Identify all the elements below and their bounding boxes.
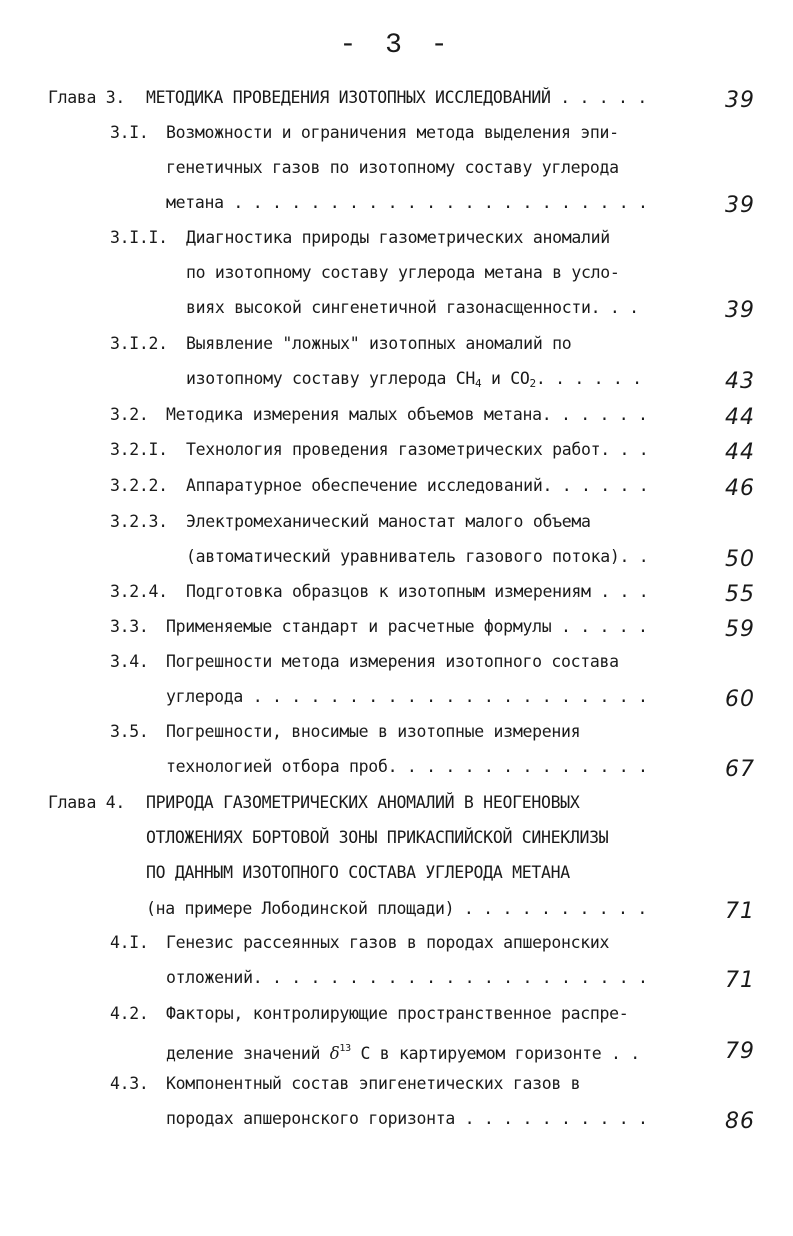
toc-entry-title-line: породах апшеронского горизонта . . . . . . . . . . [166,1109,648,1129]
toc-entry-page: 79 [725,1039,755,1065]
toc-entry-title-line: Погрешности, вносимые в изотопные измерения [166,722,581,741]
toc-entry-page: 55 [725,582,755,607]
toc-entry-number: 4.2. [110,1004,149,1023]
toc-entry-number: 3.4. [110,652,149,671]
toc-entry-page: 59 [725,617,755,642]
toc-entry-number: 3.2.2. [110,476,168,495]
toc-entry-title-line: ПО ДАННЫМ ИЗОТОПНОГО СОСТАВА УГЛЕРОДА МЕТАНА [146,863,570,883]
toc-entry-number: 3.I.2. [110,334,168,353]
toc-entry-title-line: углерода . . . . . . . . . . . . . . . . . . . . . [166,687,648,707]
toc-entry-number: 3.2.3. [110,512,168,531]
toc-entry-number: 3.2.I. [110,440,168,459]
toc-entry-number: Глава 3. [48,88,126,107]
toc-entry-title-line: ПРИРОДА ГАЗОМЕТРИЧЕСКИХ АНОМАЛИЙ В НЕОГЕНОВЫХ [146,793,580,812]
page-number: - 3 - [339,30,454,61]
toc-entry-title-line: отложений. . . . . . . . . . . . . . . . . . . . . [166,968,648,988]
toc-entry-title-line: МЕТОДИКА ПРОВЕДЕНИЯ ИЗОТОПНЫХ ИССЛЕДОВАНИЙ . . . . . [146,88,647,107]
toc-entry-page: 43 [725,369,755,395]
toc-entry-page: 44 [725,440,755,465]
toc-entry-title-line: Применяемые стандарт и расчетные формулы . . . . . [166,617,648,636]
toc-entry-page: 39 [725,298,755,324]
toc-entry-number: 3.2.4. [110,582,168,601]
toc-entry-title-line: Факторы, контролирующие пространственное распре- [166,1004,629,1023]
toc-entry-title-line: Диагностика природы газометрических аномалий [186,228,610,247]
toc-entry-title-line: Технология проведения газометрических работ. . . [186,440,649,459]
toc-entry-number: 3.I.I. [110,228,168,247]
toc-entry-page: 71 [725,968,755,994]
toc-entry-title-line: метана . . . . . . . . . . . . . . . . . . . . . . [166,193,648,213]
toc-entry-title-line: деление значений $\delta^{13}$ C в картируемом горизонте . . [166,1043,640,1064]
toc-entry-number: 4.I. [110,933,149,952]
toc-entry-title-line: технологией отбора проб. . . . . . . . . . . . . . [166,757,648,777]
toc-entry-title-line: виях высокой сингенетичной газонасщенности. . . [186,298,639,318]
toc-entry-page: 39 [725,88,755,113]
toc-entry-title-line: Подготовка образцов к изотопным измерениям . . . [186,582,649,601]
toc-entry-title-line: Компонентный состав эпигенетических газов в [166,1074,581,1093]
toc-entry-title-line: генетичных газов по изотопному составу углерода [166,158,619,178]
toc-entry-title-line: Генезис рассеянных газов в породах апшеронских [166,933,610,952]
toc-entry-title-line: Аппаратурное обеспечение исследований. . . . . . [186,476,649,495]
toc-entry-number: 3.5. [110,722,149,741]
toc-entry-number: 3.2. [110,405,149,424]
toc-entry-page: 86 [725,1109,755,1135]
toc-entry-number: 3.I. [110,123,149,142]
toc-entry-title-line: (на примере Лободинской площади) . . . . . . . . . . [146,898,647,918]
toc-entry-title-line: Методика измерения малых объемов метана. . . . . . [166,405,648,424]
toc-entry-title-line: Погрешности метода измерения изотопного состава [166,652,619,671]
toc-entry-number: 3.3. [110,617,149,636]
toc-entry-page: 50 [725,547,755,573]
toc-entry-title-line: Возможности и ограничения метода выделения эпи- [166,123,619,142]
toc-entry-title-line: по изотопному составу углерода метана в усло- [186,263,620,283]
toc-entry-number: 4.3. [110,1074,149,1093]
toc-entry-number: Глава 4. [48,793,126,812]
toc-entry-title-line: изотопному составу углерода $CH_4$ и $CO_2$. . . . . . [186,369,642,391]
toc-entry-page: 60 [725,687,755,713]
toc-entry-title-line: Электромеханический маностат малого объема [186,512,591,531]
toc-entry-page: 46 [725,476,755,501]
toc-entry-page: 67 [725,757,755,783]
toc-entry-page: 44 [725,405,755,430]
toc-entry-title-line: ОТЛОЖЕНИЯХ БОРТОВОЙ ЗОНЫ ПРИКАСПИЙСКОЙ СИНЕКЛИЗЫ [146,828,609,848]
toc-entry-page: 71 [725,898,755,924]
toc-entry-title-line: Выявление "ложных" изотопных аномалий по [186,334,572,353]
toc-entry-title-line: (автоматический уравниватель газового потока). . [186,547,649,567]
toc-entry-page: 39 [725,193,755,219]
